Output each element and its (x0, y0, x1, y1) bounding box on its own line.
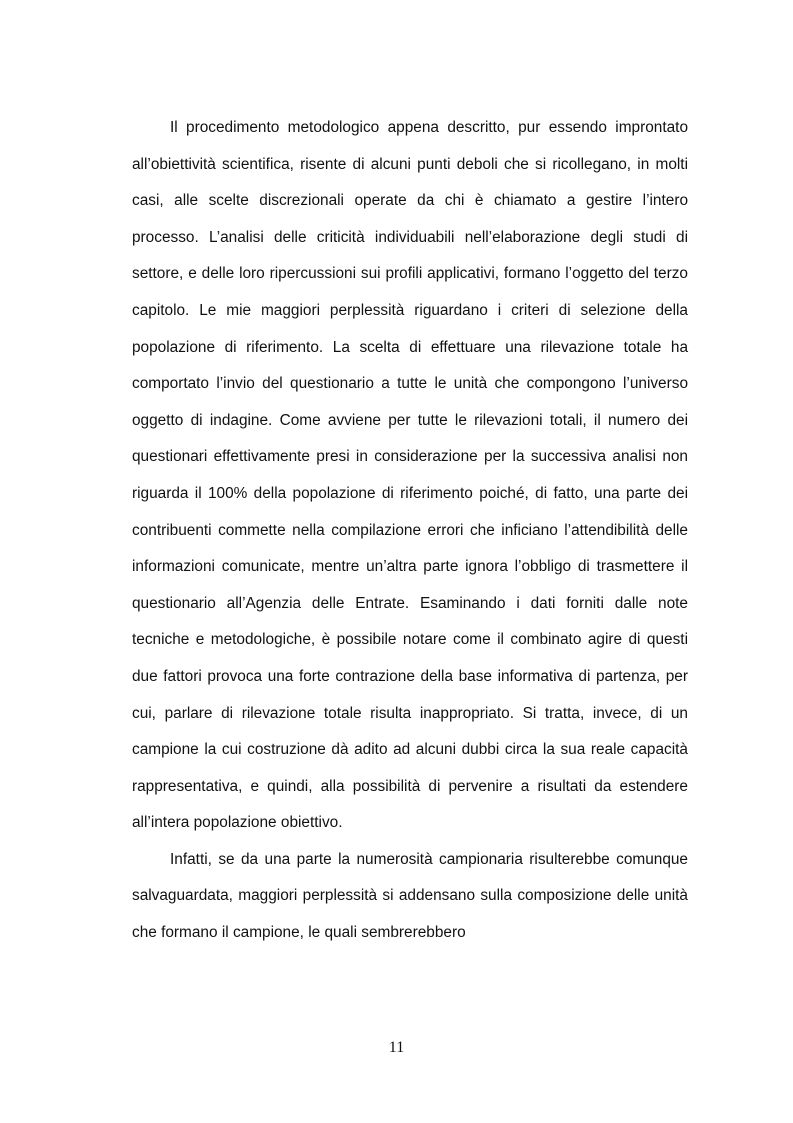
page-number: 11 (388, 1039, 405, 1056)
body-text (132, 110, 688, 952)
paragraph-2: Infatti, se da una parte la numerosità campionaria risulterebbe comunque salvaguardata, maggiori perplessità si addensano sulla composizione delle unità che formano il campione, le quali sembrerebbero (132, 850, 688, 942)
paragraph-1: Il procedimento metodologico appena descritto, pur essendo improntato all’obiettività scientifica, risente di alcuni punti deboli che si ricollegano, in molti casi, alle scelte discrezionali operate da chi è chiamato a gestire l’intero processo. L’analisi delle criticità individuabili nell’elaborazione degli studi di settore, e delle loro ripercussioni sui profili applicativi, formano l’oggetto del terzo capitolo. Le mie maggiori perplessità riguardano i criteri di selezione della popolazione di riferimento. La scelta di effettuare una rilevazione totale ha comportato l’invio del questionario a tutte le unità che compongono l’universo oggetto di indagine. Come avviene per tutte le rilevazioni totali, il numero dei questionari effettivamente presi in considerazione per la successiva analisi non riguarda il 100% della popolazione di riferimento poiché, di fatto, una parte dei contribuenti commette nella compilazione errori che inficiano l’attendibilità delle informazioni comunicate, mentre un’altra parte ignora l’obbligo di trasmettere il questionario all’Agenzia delle Entrate. Esaminando i dati forniti dalle note tecniche e metodologiche, è possibile notare come il combinato agire di questi due fattori provoca una forte contrazione della base informativa di partenza, per cui, parlare di rilevazione totale risulta inappropriato. Si tratta, invece, di un campione la cui costruzione dà adito ad alcuni dubbi circa la sua reale capacità rappresentativa, e quindi, alla possibilità di pervenire a risultati da estendere all’intera popolazione obiettivo. (132, 119, 688, 832)
